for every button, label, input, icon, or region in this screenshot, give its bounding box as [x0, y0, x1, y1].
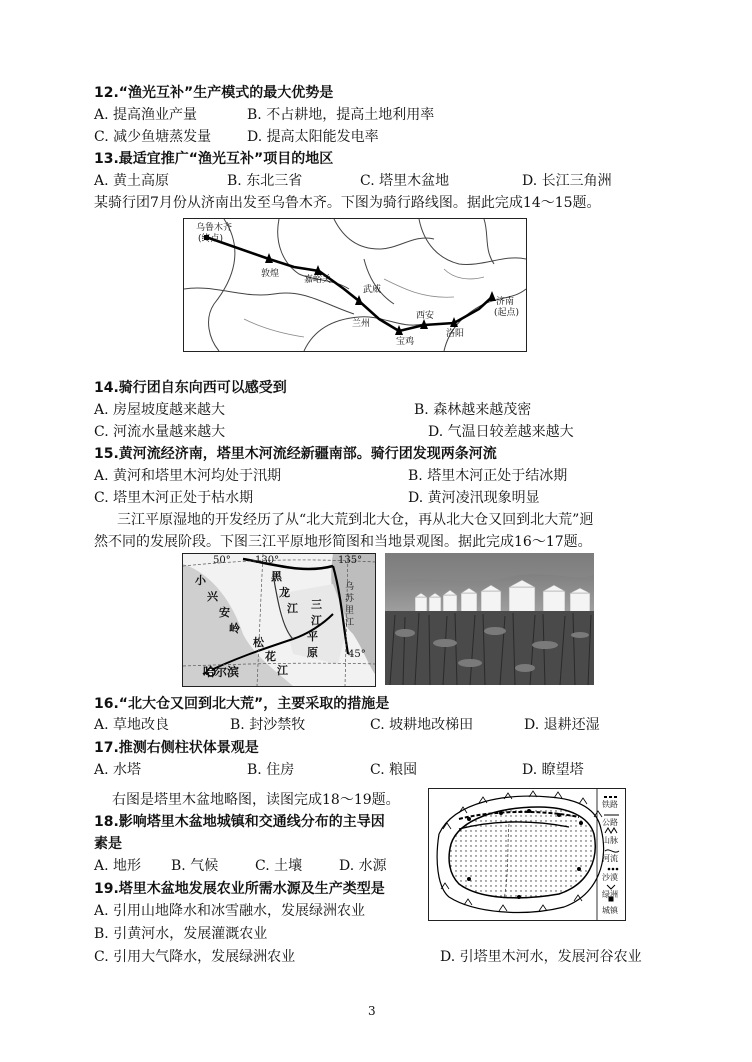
legend-river: 河流 — [602, 854, 618, 863]
q12-option-b: B. 不占耕地，提高土地利用率 — [247, 107, 435, 123]
label-lat45: 45° — [348, 649, 366, 660]
q19-stem: 19.塔里木盆地发展农业所需水源及生产类型是 — [94, 881, 385, 897]
q12-option-d: D. 提高太阳能发电率 — [247, 129, 379, 145]
grain-silo-photo-drawing — [385, 553, 594, 685]
label-hei: 黑 — [271, 570, 282, 583]
q13-option-a: A. 黄土高原 — [94, 173, 170, 189]
label-hua: 花 — [265, 650, 276, 663]
q18-stem-line2: 素是 — [94, 836, 122, 852]
label-urumqi: 乌鲁木齐 — [196, 223, 233, 233]
label-an: 安 — [219, 606, 230, 619]
q18-option-c: C. 土壤 — [255, 858, 303, 874]
q16-option-c: C. 坡耕地改梯田 — [370, 717, 474, 733]
label-li: 里 — [345, 606, 355, 616]
label-xiao: 小 — [195, 574, 206, 587]
q15-option-b: B. 塔里木河正处于结冰期 — [408, 468, 568, 484]
label-jiang2: 江 — [277, 664, 288, 677]
q13-option-c: C. 塔里木盆地 — [360, 173, 450, 189]
grain-silo-photo — [385, 553, 594, 685]
legend-mountain: 山脉 — [602, 836, 618, 845]
q14-option-c: C. 河流水量越来越大 — [94, 424, 226, 440]
legend-desert: 沙漠 — [602, 873, 618, 882]
q18-option-d: D. 水源 — [339, 858, 387, 874]
label-lon130: 130° — [255, 555, 280, 566]
label-harbin: 哈尔滨 — [203, 665, 240, 679]
label-lanzhou: 兰州 — [352, 319, 371, 329]
q14-option-d: D. 气温日较差越来越大 — [428, 424, 574, 440]
label-san: 三 — [311, 598, 322, 611]
label-start: (起点) — [494, 308, 520, 318]
q14-option-a: A. 房屋坡度越来越大 — [94, 402, 226, 418]
q14-stem: 14.骑行团自东向西可以感受到 — [94, 380, 287, 396]
q17-option-d: D. 瞭望塔 — [522, 762, 584, 778]
label-luoyang: 洛阳 — [446, 329, 465, 339]
legend-oasis: 绿洲 — [602, 890, 618, 899]
q16-option-d: D. 退耕还湿 — [524, 717, 600, 733]
q14-option-b: B. 森林越来越茂密 — [414, 402, 532, 418]
q15-option-a: A. 黄河和塔里木河均处于汛期 — [94, 468, 282, 484]
q15-option-c: C. 塔里木河正处于枯水期 — [94, 490, 254, 506]
q19-option-a: A. 引用山地降水和冰雪融水，发展绿洲农业 — [94, 903, 366, 919]
page-number: 3 — [368, 1004, 376, 1018]
label-jiayuguan: 嘉峪关 — [304, 275, 332, 285]
label-jinan: 济南 — [496, 297, 515, 307]
label-yuan: 原 — [307, 646, 318, 659]
label-wu: 乌 — [345, 582, 355, 592]
q16-option-a: A. 草地改良 — [94, 717, 170, 733]
label-su: 苏 — [345, 594, 355, 604]
tarim-map-drawing — [429, 789, 625, 920]
q18-option-b: B. 气候 — [171, 858, 219, 874]
legend-highway: 公路 — [602, 818, 618, 827]
q13-stem: 13.最适宜推广“渔光互补”项目的地区 — [94, 151, 334, 167]
label-dunhuang: 敦煌 — [261, 269, 280, 279]
route-map — [183, 218, 527, 352]
label-jiang1: 江 — [287, 602, 298, 615]
sanjiang-terrain-map — [182, 553, 376, 687]
tarim-basin-map — [428, 788, 626, 921]
q17-option-a: A. 水塔 — [94, 762, 142, 778]
label-ping: 平 — [307, 630, 318, 643]
label-lon135: 135° — [338, 555, 363, 566]
label-wuwei: 武威 — [363, 285, 382, 295]
q17-option-b: B. 住房 — [247, 762, 295, 778]
q12-option-c: C. 减少鱼塘蒸发量 — [94, 129, 212, 145]
q12-stem: 12.“渔光互补”生产模式的最大优势是 — [94, 85, 334, 101]
q16-option-b: B. 封沙禁牧 — [230, 717, 306, 733]
q12-option-a: A. 提高渔业产量 — [94, 107, 198, 123]
q16-stem: 16.“北大仓又回到北大荒”，主要采取的措施是 — [94, 696, 390, 712]
q19-option-c: C. 引用大气降水，发展绿洲农业 — [94, 949, 296, 965]
q15-stem: 15.黄河流经济南，塔里木河流经新疆南部。骑行团发现两条河流 — [94, 446, 497, 462]
label-baoji: 宝鸡 — [396, 337, 415, 347]
q17-stem: 17.推测右侧柱状体景观是 — [94, 740, 259, 756]
label-ling: 岭 — [229, 622, 240, 635]
label-xian: 西安 — [416, 311, 435, 321]
q17-option-c: C. 粮囤 — [370, 762, 418, 778]
q19-option-b: B. 引黄河水，发展灌溉农业 — [94, 926, 268, 942]
q13-option-b: B. 东北三省 — [227, 173, 303, 189]
label-long: 龙 — [279, 586, 290, 599]
intro-14-15: 某骑行团7月份从济南出发至乌鲁木齐。下图为骑行路线图。据此完成14～15题。 — [94, 195, 601, 211]
q18-stem-line1: 18.影响塔里木盆地城镇和交通线分布的主导因 — [94, 814, 385, 830]
intro-16-17-line2: 然不同的发展阶段。下图三江平原地形简图和当地景观图。据此完成16～17题。 — [94, 534, 592, 550]
q19-option-d: D. 引塔里木河水，发展河谷农业 — [440, 949, 642, 965]
q15-option-d: D. 黄河凌汛现象明显 — [408, 490, 540, 506]
label-xing: 兴 — [207, 590, 218, 603]
intro-16-17-line1: 三江平原湿地的开发经历了从“北大荒到北大仓，再从北大仓又回到北大荒”迥 — [117, 512, 594, 528]
q18-option-a: A. 地形 — [94, 858, 142, 874]
intro-18-19: 右图是塔里木盆地略图，读图完成18～19题。 — [112, 792, 400, 808]
label-song: 松 — [253, 636, 264, 649]
label-end: (终点) — [198, 234, 224, 244]
legend-town: 城镇 — [602, 906, 618, 915]
legend-railway: 铁路 — [602, 800, 618, 809]
route-map-drawing — [184, 219, 526, 351]
label-jiang3: 江 — [311, 614, 322, 627]
q13-option-d: D. 长江三角洲 — [522, 173, 612, 189]
label-lat50: 50° — [213, 555, 231, 566]
label-jiang4: 江 — [345, 618, 355, 628]
